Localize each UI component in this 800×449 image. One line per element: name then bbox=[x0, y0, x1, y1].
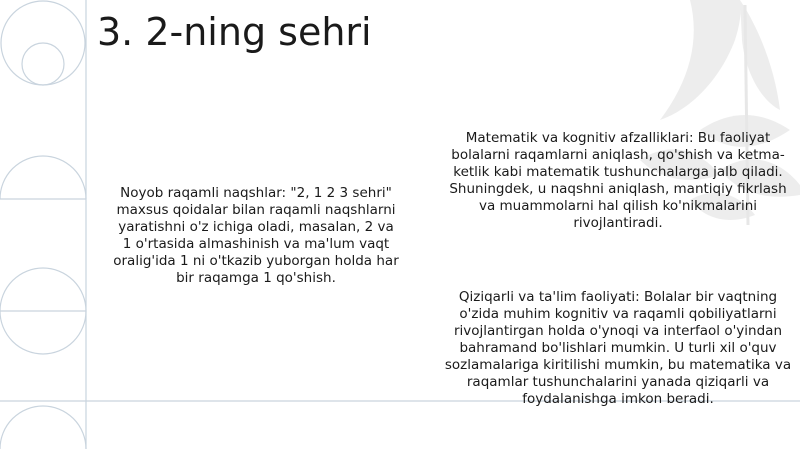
slide-title: 3. 2-ning sehri bbox=[97, 10, 372, 54]
right-top-text-block: Matematik va kognitiv afzalliklari: Bu faoliyat bolalarni raqamlarni aniqlash, qo'shish va ketma-ketlik kabi matematik tushunchalarga jalb qiladi. Shuningdek, u naqshni aniqlash, mantiqiy fikrlash va muammolarni hal qilish ko'nikmalarini rivojlantiradi. bbox=[449, 130, 787, 231]
left-text-block: Noyob raqamli naqshlar: "2, 1 2 3 sehri" maxsus qoidalar bilan raqamli naqshlarni yaratishni o'z ichiga oladi, masalan, 2 va 1 o'rtasida almashinish va ma'lum vaqt oralig'ida 1 ni o'tkazib yuborgan holda har bir raqamga 1 qo'shish. bbox=[113, 185, 399, 286]
right-bottom-text-block: Qiziqarli va ta'lim faoliyati: Bolalar bir vaqtning o'zida muhim kognitiv va raqamli qobiliyatlarni rivojlantirgan holda o'ynoqi va interfaol o'yindan bahramand bo'lishlari mumkin. U turli xil o'quv sozlamalariga kiritilishi mumkin, bu matematika va raqamlar tushunchalarini yanada qiziqarli va foydalanishga imkon beradi. bbox=[444, 289, 792, 407]
